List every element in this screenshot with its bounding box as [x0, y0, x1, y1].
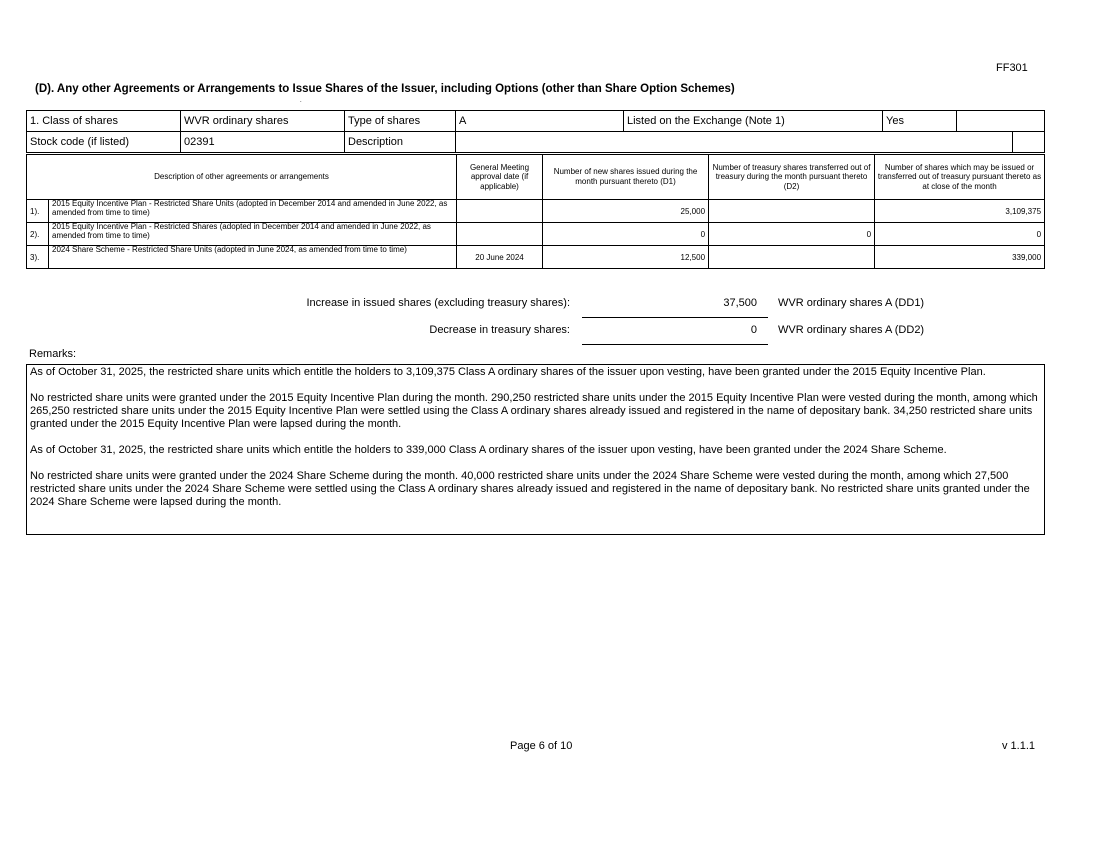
- table-row: [27, 200, 1045, 223]
- listed-value: Yes: [883, 111, 957, 132]
- row-description: 2015 Equity Incentive Plan - Restricted Share Units (adopted in December 2014 and amended in June 2022, as amended from time to time): [49, 200, 457, 223]
- stray-dot: .: [300, 98, 302, 104]
- listed-label: Listed on the Exchange (Note 1): [624, 111, 883, 132]
- row-index: 2).: [27, 223, 49, 246]
- header-may-be-issued: Number of shares which may be issued or transferred out of treasury pursuant thereto as at close of the month: [875, 155, 1045, 200]
- form-code: FF301: [996, 62, 1028, 74]
- increase-value: 37,500: [723, 297, 757, 309]
- row-description: 2015 Equity Incentive Plan - Restricted Shares (adopted in December 2014 and amended in June 2022, as amended from time to time): [49, 223, 457, 246]
- section-title: (D). Any other Agreements or Arrangements to Issue Shares of the Issuer, including Options (other than Share Option Schemes): [35, 83, 735, 95]
- share-class-table: [26, 110, 1045, 153]
- row-meeting-date: [457, 223, 543, 246]
- decrease-unit: WVR ordinary shares A (DD2): [778, 324, 925, 336]
- row-may-be-issued: 3,109,375: [875, 200, 1045, 223]
- increase-unit: WVR ordinary shares A (DD1): [778, 297, 925, 309]
- row-meeting-date: [457, 200, 543, 223]
- class-of-shares-value: WVR ordinary shares: [181, 111, 345, 132]
- row-treasury-transferred: [709, 246, 875, 269]
- remarks-paragraph: As of October 31, 2025, the restricted share units which entitle the holders to 3,109,375 Class A ordinary shares of the issuer upon vesting, have been granted under the 2015 Equity Incentive Plan.: [30, 366, 986, 378]
- type-of-shares-value: A: [456, 111, 624, 132]
- row-may-be-issued: 339,000: [875, 246, 1045, 269]
- decrease-value: 0: [750, 324, 757, 336]
- row-description: 2024 Share Scheme - Restricted Share Units (adopted in June 2024, as amended from time to time): [49, 246, 457, 269]
- stock-code-value: 02391: [181, 132, 345, 153]
- page-number: Page 6 of 10: [510, 740, 573, 752]
- header-treasury-transferred: Number of treasury shares transferred out of treasury during the month pursuant thereto (D2): [709, 155, 875, 200]
- row-treasury-transferred: [709, 200, 875, 223]
- remarks-box: [26, 364, 1045, 535]
- description-label: Description: [345, 132, 456, 153]
- description-value: [456, 132, 1013, 153]
- row-new-shares: 12,500: [543, 246, 709, 269]
- stock-code-label: Stock code (if listed): [27, 132, 181, 153]
- header-meeting-date: General Meeting approval date (if applicable): [457, 155, 543, 200]
- remarks-paragraph: No restricted share units were granted under the 2024 Share Scheme during the month. 40,000 restricted share units under the 2024 Share Scheme were vested during the month, among which 27,500 restricted share units under the 2024 Share Scheme were settled using the Class A ordinary shares already issued and registered in the name of depositary bank. No restricted share units granted under the 2024 Share Scheme were lapsed during the month.: [30, 470, 1030, 508]
- table-row: [27, 246, 1045, 269]
- remarks-paragraph: As of October 31, 2025, the restricted share units which entitle the holders to 339,000 Class A ordinary shares of the issuer upon vesting, have been granted under the 2024 Share Scheme.: [30, 444, 947, 456]
- row-new-shares: 0: [543, 223, 709, 246]
- table-header-row: [27, 155, 1045, 200]
- type-of-shares-label: Type of shares: [345, 111, 456, 132]
- header-new-shares: Number of new shares issued during the month pursuant thereto (D1): [543, 155, 709, 200]
- description-blank: [1013, 132, 1045, 153]
- arrangements-table: [26, 154, 1045, 269]
- class-of-shares-label: 1. Class of shares: [27, 111, 181, 132]
- increase-label: Increase in issued shares (excluding treasury shares):: [306, 297, 570, 309]
- row-may-be-issued: 0: [875, 223, 1045, 246]
- row-index: 1).: [27, 200, 49, 223]
- table-row: [27, 223, 1045, 246]
- header-description: Description of other agreements or arrangements: [27, 155, 457, 200]
- remarks-paragraph: No restricted share units were granted under the 2015 Equity Incentive Plan during the month. 290,250 restricted share units under the 2015 Equity Incentive Plan were vested during the month, among which 265,250 restricted share units under the 2015 Equity Incentive Plan were settled using the Class A ordinary shares already issued and registered in the name of depositary bank. 34,250 restricted share units granted under the 2015 Equity Incentive Plan were lapsed during the month.: [30, 392, 1038, 430]
- decrease-label: Decrease in treasury shares:: [429, 324, 570, 336]
- row-index: 3).: [27, 246, 49, 269]
- remarks-label: Remarks:: [29, 348, 77, 360]
- version-label: v 1.1.1: [1002, 740, 1036, 752]
- row-meeting-date: 20 June 2024: [457, 246, 543, 269]
- row-new-shares: 25,000: [543, 200, 709, 223]
- row-treasury-transferred: 0: [709, 223, 875, 246]
- listed-blank: [957, 111, 1045, 132]
